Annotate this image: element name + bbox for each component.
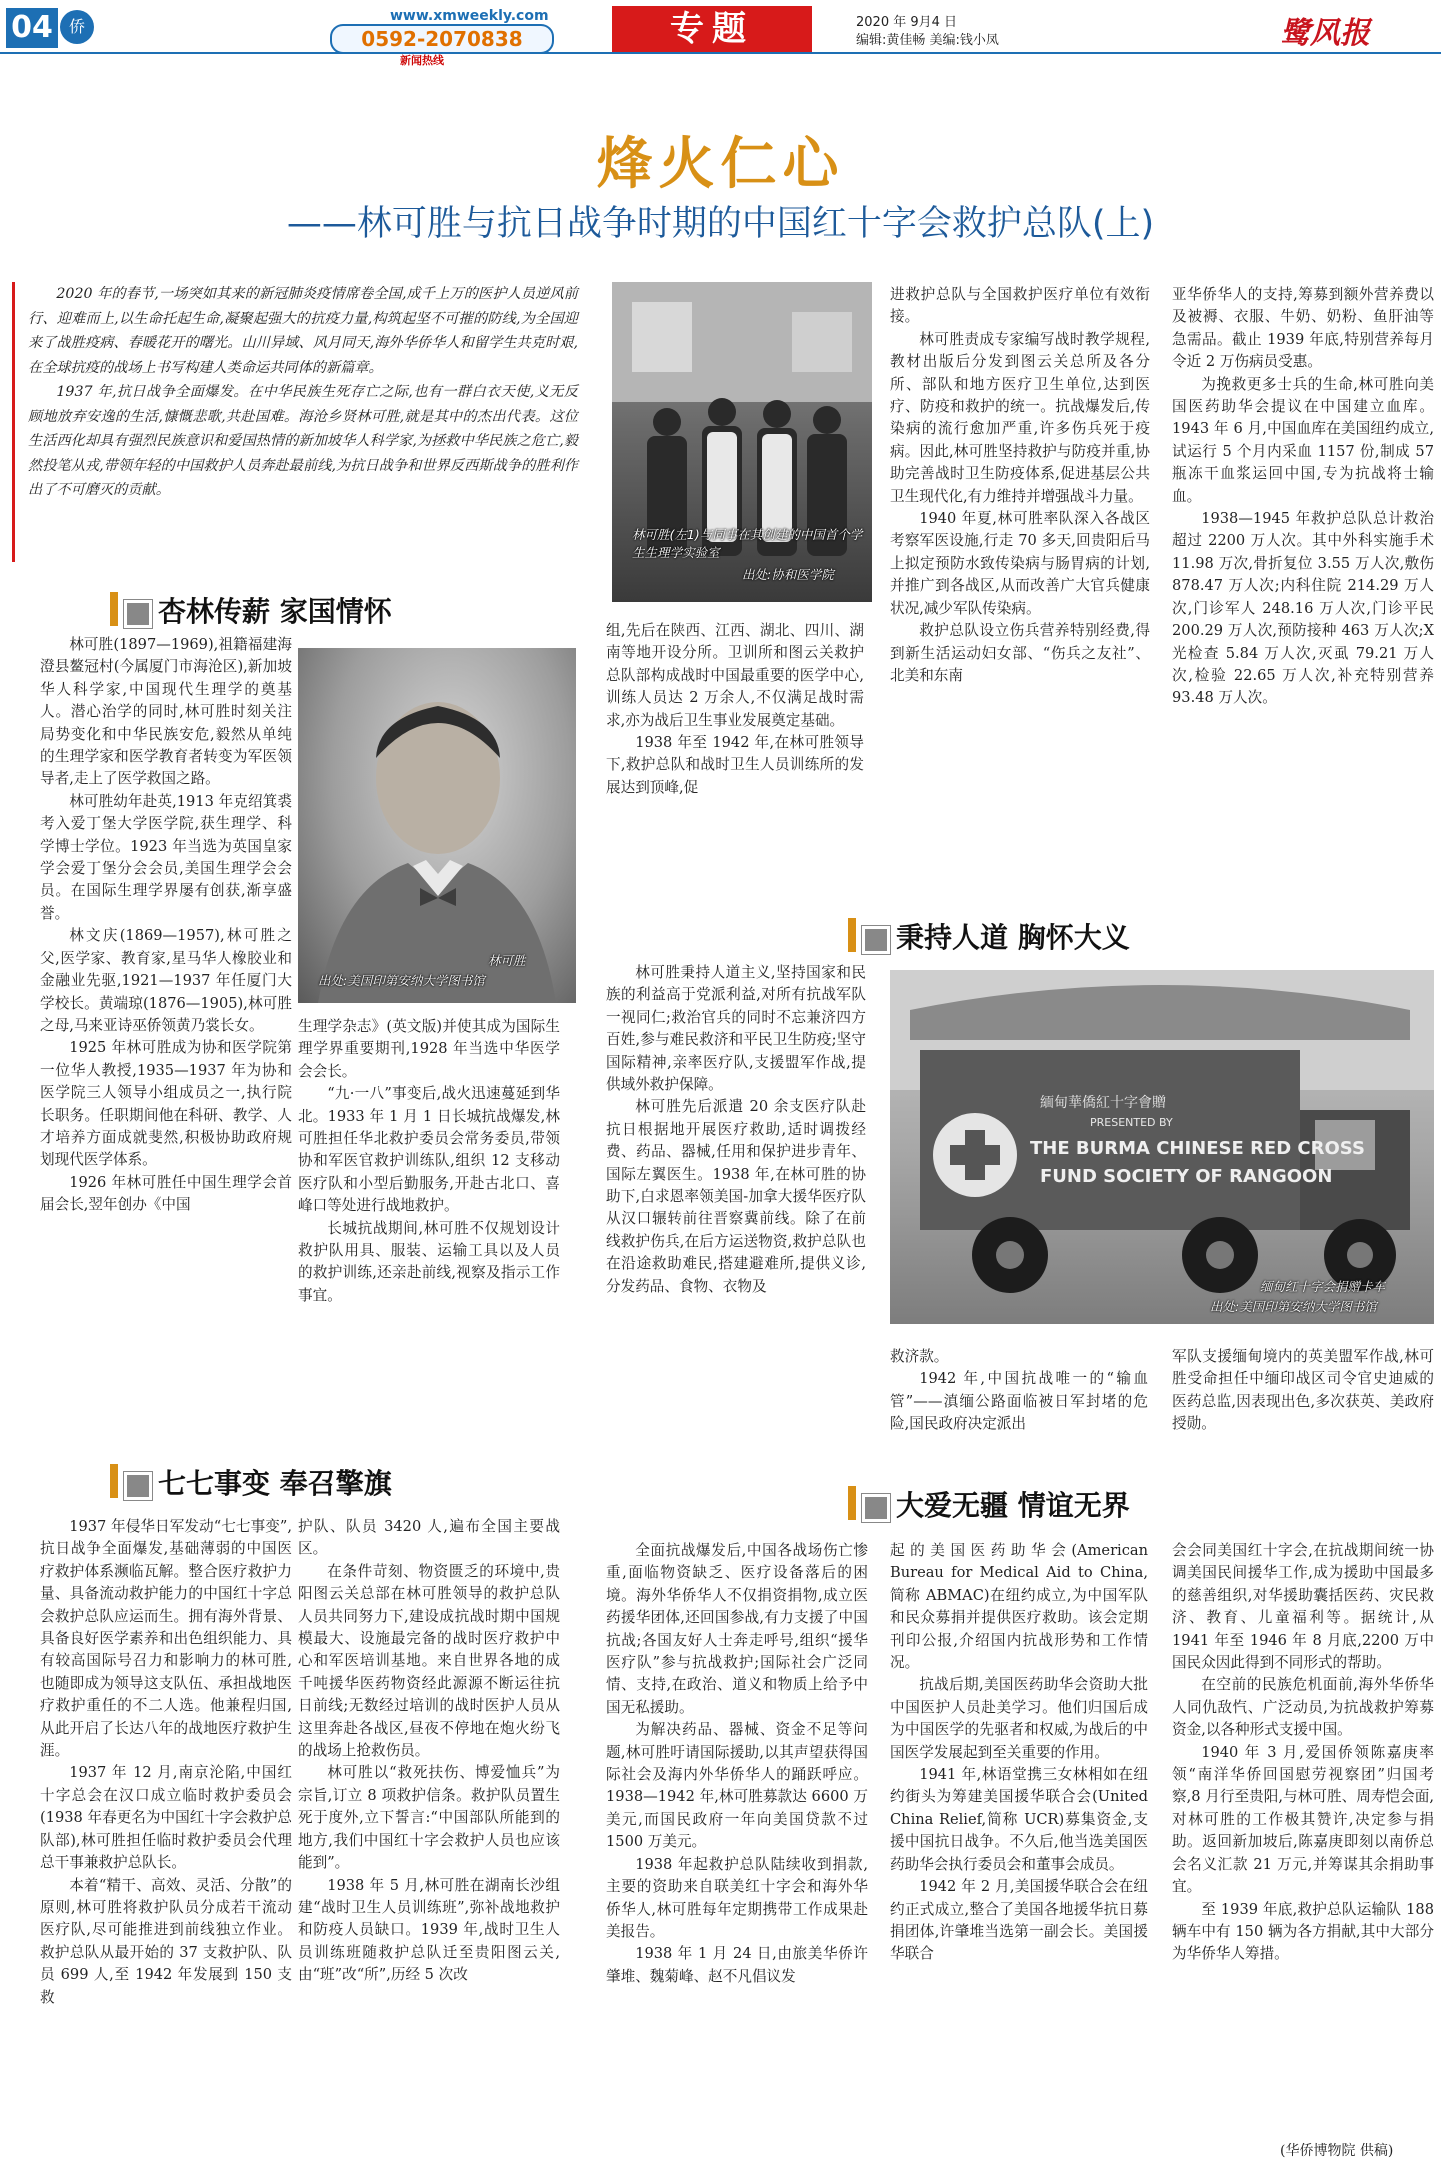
sub-title: ——林可胜与抗日战争时期的中国红十字会救护总队(上) — [286, 204, 1155, 244]
paragraph: “九·一八”事变后,战火迅速蔓延到华北。1933 年 1 月 1 日长城抗战爆发,林可胜担任华北救护委员会常务委员,带领协和军医官救护训练队,组织 12 支移动医疗队和小型后勤服务,开赴古北口、喜峰口等处进行战地救护。 — [298, 1085, 560, 1215]
paragraph: 1938 年起救护总队陆续收到捐款,主要的资助来自联美红十字会和海外华侨华人,林可胜每年定期携带工作成果赴美报告。 — [606, 1855, 868, 1940]
paragraph: 救护总队设立伤兵营养特别经费,得到新生活运动妇女部、“伤兵之友社”、北美和东南 — [890, 622, 1150, 684]
column-3a — [606, 620, 864, 888]
paragraph: 亚华侨华人的支持,筹募到额外营养费以及被褥、衣服、牛奶、奶粉、鱼肝油等急需品。截止 1939 年底,特别营养每月令近 2 万伤病员受惠。 — [1172, 286, 1434, 371]
truck-text-en1: PRESENTED BY — [1090, 1116, 1173, 1129]
intro-paragraph: 2020 年的春节,一场突如其来的新冠肺炎疫情席卷全国,成千上万的医护人员逆风前行、迎难而上,以生命托起生命,凝聚起强大的抗疫力量,构筑起坚不可摧的防线,为全国迎来了战胜疫病、春暖花开的曙光。山川异域、风月同天,海外华侨华人和留学生共克时艰,在全球抗疫的战场上书写构建人类命运共同体的新篇章。 — [28, 286, 578, 376]
paragraph: 至 1939 年底,救护总队运输队 188 辆车中有 150 辆为各方捐献,其中大部分为华侨华人筹措。 — [1172, 1900, 1434, 1963]
paragraph: 为挽救更多士兵的生命,林可胜向美国医药助华会提议在中国建立血库。1943 年 6 月,中国血库在美国纽约成立,试运行 5 个月内采血 1157 份,制成 57 瓶冻干血浆运回中国,专为抗战将士输血。 — [1172, 375, 1434, 505]
section-head-3: 秉持人道 胸怀大义 — [848, 916, 1178, 956]
paragraph: 抗战后期,美国医药助华会资助大批中国医护人员赴美学习。他们归国后成为中国医学的先驱者和权威,为战后的中国医学发展起到至关重要的作用。 — [890, 1676, 1148, 1761]
paragraph: 长城抗战期间,林可胜不仅规划设计救护队用具、服装、运输工具以及人员的救护训练,还亲赴前线,视察及指示工作事宜。 — [298, 1219, 560, 1304]
portrait-name: 林可胜 — [488, 953, 526, 968]
paragraph: 会会同美国红十字会,在抗战期间统一协调美国民间援华工作,成为援助中国最多的慈善组织,对华援助囊括医药、灾民救济、教育、儿童福利等。据统计,从 1941 年至 1946 年 8 月底,2200 万中国民众因此得到不同形式的帮助。 — [1172, 1542, 1434, 1672]
section-head-4: 大爱无疆 情谊无界 — [848, 1484, 1178, 1524]
paragraph: 1942 年 2 月,美国援华联合会在纽约正式成立,整合了美国各地援华抗日募捐团体,许肇堆当选第一副会长。美国援华联合 — [890, 1878, 1148, 1963]
column-1b — [40, 1516, 292, 2162]
paragraph: 1938—1945 年救护总队总计救治超过 2200 万人次。其中外科实施手术 11.98 万次,骨折复位 3.55 万人次,敷伤 878.47 万人次;内科住院 214.29 万人次,门诊军人 248.16 万人次,门诊平民 200.29 万人次,预防接种 463 万人次;X 光检查 5.84 万人次,灭虱 79.21 万人次,检验 22.65 万人次,补充特别营养 93.48 万人次。 — [1172, 510, 1434, 707]
paragraph: 1940 年 3 月,爱国侨领陈嘉庚率领“南洋华侨回国慰劳视察团”归国考察,8 月行至贵阳,与林可胜、周寿恺会面,对林可胜的工作极其赞许,决定参与捐助。返回新加坡后,陈嘉庚即刻以南侨总会名义汇款 21 万元,并筹谋其余捐助事宜。 — [1172, 1743, 1434, 1896]
truck-text-cn: 緬甸華僑紅十字會贈 — [1040, 1095, 1166, 1111]
paragraph: 1937 年侵华日军发动“七七事变”,抗日战争全面爆发,基础薄弱的中国医疗救护体系濒临瓦解。整合医疗救护力量、具备流动救护能力的中国红十字总会救护总队应运而生。拥有海外背景、具备良好医学素养和出色组织能力、具有较高国际号召力和影响力的林可胜,也随即成为领导这支队伍、承担战地医疗救护重任的不二人选。他兼程归国,从此开启了长达八年的战地医疗救护生涯。 — [40, 1518, 292, 1760]
truck-photo — [890, 970, 1434, 1324]
paragraph: 林可胜秉持人道主义,坚持国家和民族的利益高于党派利益,对所有抗战军队一视同仁;救治官兵的同时不忘兼济四方百姓,参与难民救济和平民卫生防疫;坚守国际精神,亲率医疗队,支援盟军作战,提供域外救护保障。 — [606, 964, 866, 1094]
column-3c — [606, 1540, 868, 2162]
truck-caption: 缅甸红十字会捐赠卡车 — [1260, 1279, 1386, 1294]
lab-photo-caption: 林可胜(左1)与同事在其创建的中国首个学生生理学实验室 — [632, 527, 863, 560]
paragraph: 本着“精干、高效、灵活、分散”的原则,林可胜将救护队员分成若干流动医疗队,尽可能推进到前线独立作业。救护总队从最开始的 37 支救护队、队员 699 人,至 1942 年发展到 150 支救 — [40, 1876, 292, 2006]
hotline-label: 新闻热线 — [400, 54, 444, 67]
intro-paragraph: 1937 年,抗日战争全面爆发。在中华民族生死存亡之际,也有一群白衣天使,义无反顾地放弃安逸的生活,慷慨悲歌,共赴国难。海沧乡贤林可胜,就是其中的杰出代表。这位生活西化却具有强烈民族意识和爱国热情的新加坡华人科学家,为拯救中华民族之危亡,毅然投笔从戎,带领年轻的中国救护人员奔赴最前线,为抗日战争和世界反西斯战争的胜利作出了不可磨灭的贡献。 — [28, 384, 578, 498]
paragraph: 1926 年林可胜任中国生理学会首届会长,翌年创办《中国 — [40, 1173, 292, 1214]
column-5b — [1172, 1346, 1434, 1458]
truck-text-en2: THE BURMA CHINESE RED CROSS — [1030, 1138, 1365, 1159]
paragraph: 1940 年夏,林可胜率队深入各战区考察军医设施,行走 70 多天,回贵阳后马上拟定预防水致传染病与肠胃病的计划,并推广到各战区,从而改善广大官兵健康状况,减少军队传染病。 — [890, 510, 1150, 617]
paragraph: 护队、队员 3420 人,遍布全国主要战区。 — [298, 1518, 560, 1558]
column-3b — [606, 962, 866, 1454]
paragraph: 起的美国医药助华会(American Bureau for Medical Aid to China,简称 ABMAC)在纽约成立,为中国军队和民众募捐并提供医疗救助。该会定期刊印公报,介绍国内抗战形势和工作情况。 — [890, 1542, 1148, 1672]
paragraph: 1938 年至 1942 年,在林可胜领导下,救护总队和战时卫生人员训练所的发展达到顶峰,促 — [606, 734, 864, 796]
intro-text — [28, 282, 578, 503]
page-number: 04 — [6, 8, 58, 48]
paragraph: 救济款。 — [890, 1348, 949, 1365]
square-icon — [124, 1472, 152, 1500]
paragraph: 林可胜先后派遣 20 余支医疗队赴抗日根据地开展医疗救助,适时调拨经费、药品、器械,任用和保护进步青年、国际左翼医生。1938 年,在林可胜的协助下,白求恩率领美国-加拿大援华医疗队从汉口辗转前往晋察冀前线。除了在前线救护伤兵,在后方运送物资,救护总队也在沿途救助难民,搭建避难所,提供义诊,分发药品、食物、衣物及 — [606, 1098, 866, 1295]
paragraph: 进救护总队与全国救护医疗单位有效衔接。 — [890, 286, 1150, 326]
portrait-photo — [298, 648, 576, 1003]
article-credit: (华侨博物院 供稿) — [1280, 2143, 1394, 2159]
paragraph: 1938 年 1 月 24 日,由旅美华侨许肇堆、魏菊峰、赵不凡倡议发 — [606, 1945, 868, 1985]
column-5c — [1172, 1540, 1434, 2136]
truck-text-en3: FUND SOCIETY OF RANGOON — [1040, 1166, 1333, 1187]
paragraph: 全面抗战爆发后,中国各战场伤亡惨重,面临物资缺乏、医疗设备落后的困境。海外华侨华人不仅捐资捐物,成立医药援华团体,还回国参战,有力支援了中国抗战;各国友好人士奔走呼号,组织“援华医疗队”参与抗战救护;国际社会广泛同情、支持,在政治、道义和物质上给予中国无私援助。 — [606, 1542, 868, 1716]
paragraph: 为解决药品、器械、资金不足等问题,林可胜吁请国际援助,以其声望获得国际社会及海内外华侨华人的踊跃呼应。1938—1942 年,林可胜募款达 6600 万美元,而国民政府一年向美国贷款不过 1500 万美元。 — [606, 1721, 868, 1851]
paragraph: 林可胜幼年赴英,1913 年克绍箕裘考入爱丁堡大学医学院,获生理学、科学博士学位。1923 年当选为英国皇家学会爱丁堡分会会员,美国生理学会会员。在国际生理学界屡有创获,渐享盛誉。 — [40, 792, 292, 922]
section-head-1: 杏林传薪 家国情怀 — [110, 590, 440, 630]
paragraph: 林可胜以“救死扶伤、博爱恤兵”为宗旨,订立 8 项救护信条。救护队员置生死于度外,立下誓言:“中国部队所能到的地方,我们中国红十字会救护人员也应该能到”。 — [298, 1764, 560, 1872]
paragraph: 军队支援缅甸境内的英美盟军作战,林可胜受命担任中缅印战区司令官史迪威的医药总监,因表现出色,多次获英、美政府授勋。 — [1172, 1348, 1434, 1433]
paragraph: 林可胜责成专家编写战时教学规程,教材出版后分发到图云关总所及各分所、部队和地方医疗卫生单位,达到医疗、防疫和救护的统一。抗战爆发后,传染病的流行愈加严重,许多伤兵死于疫病。因此,林可胜坚持救护与防疫并重,协助完善战时卫生防疫体系,促进基层公共卫生现代化,有力维持并增强战斗力量。 — [890, 330, 1150, 505]
header-rule — [0, 52, 1441, 54]
website-url[interactable]: www.xmweekly.com — [390, 8, 549, 24]
square-icon — [862, 926, 890, 954]
section-label: 专题 — [612, 6, 812, 52]
issue-meta — [856, 14, 999, 50]
main-title: 烽火仁心 — [596, 132, 845, 197]
paragraph: 林可胜(1897—1969),祖籍福建海澄县鳌冠村(今属厦门市海沧区),新加坡华人科学家,中国现代生理学的奠基人。潜心治学的同时,林可胜时刻关注局势变化和中华民族安危,毅然从单纯的生理学家和医学教育者转变为军医领导者,走上了医学救国之路。 — [40, 636, 292, 788]
masthead-logo: 鹭风报 — [1280, 16, 1370, 51]
paragraph: 生理学杂志》(英文版)并使其成为国际生理学界重要期刊,1928 年当选中华医学会会长。 — [298, 1018, 560, 1080]
issue-editors: 编辑:黄佳畅 美编:钱小凤 — [856, 33, 999, 48]
paragraph: 1942 年,中国抗战唯一的“输血管”——滇缅公路面临被日军封堵的危险,国民政府决定派出 — [890, 1370, 1148, 1433]
hotline-phone: 0592-2070838 — [330, 24, 554, 54]
square-icon — [124, 600, 152, 628]
column-2a — [298, 1016, 560, 1438]
page-badge: 侨 — [60, 10, 94, 44]
paragraph: 1941 年,林语堂携三女林相如在纽约街头为筹建美国援华联合会(United China Relief,简称 UCR)募集资金,支援中国抗日战争。不久后,他当选美国医药助华会执行委员会和董事会成员。 — [890, 1766, 1148, 1873]
paragraph: 林文庆(1869—1957),林可胜之父,医学家、教育家,星马华人橡胶业和金融业先驱,1921—1937 年任厦门大学校长。黄端琼(1876—1905),林可胜之母,马来亚诗巫侨领黄乃裳长女。 — [40, 927, 292, 1034]
paragraph: 组,先后在陕西、江西、湖北、四川、湖南等地开设分所。卫训所和图云关救护总队部构成战时中国最重要的医学中心,训练人员达 2 万余人,不仅满足战时需求,亦为战后卫生事业发展奠定基础。 — [606, 622, 864, 729]
paragraph: 在条件苛刻、物资匮乏的环境中,贵阳图云关总部在林可胜领导的救护总队人员共同努力下,建设成抗战时期中国规模最大、设施最完备的战时医疗救护中心和军医培训基地。来自世界各地的成千吨援华医药物资经此源源不断运往抗日前线;无数经过培训的战时医护人员从这里奔赴各战区,昼夜不停地在炮火纷飞的战场上抢救伤员。 — [298, 1562, 560, 1760]
column-2b — [298, 1516, 560, 2162]
lab-photo-source: 出处:协和医学院 — [742, 567, 834, 582]
portrait-art — [298, 648, 576, 1003]
column-1a — [40, 634, 292, 1440]
intro-accent-bar — [12, 282, 15, 562]
truck-source: 出处:美国印第安纳大学图书馆 — [1210, 1299, 1377, 1314]
issue-date: 2020 年 9月4 日 — [856, 15, 958, 30]
paragraph: 1925 年林可胜成为协和医学院第一位华人教授,1935—1937 年为协和医学院三人领导小组成员之一,执行院长职务。任职期间他在科研、教学、人才培养方面成就斐然,积极协助政府规划现代医学体系。 — [40, 1039, 292, 1169]
section-head-2: 七七事变 奉召擎旗 — [110, 1462, 440, 1502]
column-4a — [890, 284, 1150, 886]
paragraph: 1937 年 12 月,南京沦陷,中国红十字总会在汉口成立临时救护委员会(1938 年春更名为中国红十字会救护总队部),林可胜担任临时救护委员会代理总干事兼救护总队长。 — [40, 1764, 292, 1872]
paragraph: 在空前的民族危机面前,海外华侨华人同仇敌忾、广泛动员,为抗战救护筹募资金,以各种形式支援中国。 — [1172, 1676, 1434, 1739]
column-4c — [890, 1540, 1148, 2162]
square-icon — [862, 1494, 890, 1522]
column-4b — [890, 1346, 1148, 1458]
column-5a — [1172, 284, 1434, 886]
lab-photo — [612, 282, 872, 602]
paragraph: 1938 年 5 月,林可胜在湖南长沙组建“战时卫生人员训练班”,弥补战地救护和防疫人员缺口。1939 年,战时卫生人员训练班随救护总队迁至贵阳图云关,由“班”改“所”,历经 5 次改 — [298, 1876, 560, 1984]
portrait-source: 出处:美国印第安纳大学图书馆 — [318, 973, 485, 988]
